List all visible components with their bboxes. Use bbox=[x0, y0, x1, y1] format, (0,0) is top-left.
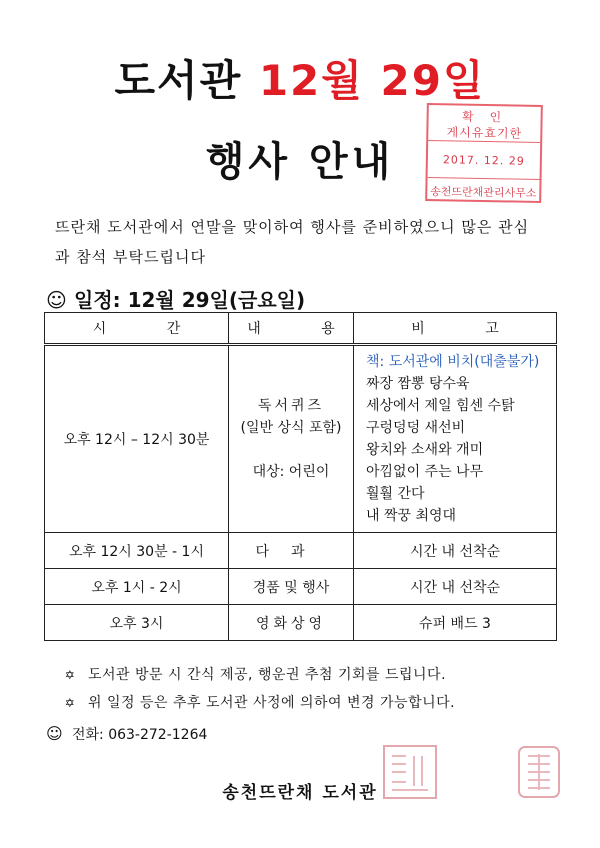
footer-library-name: 송천뜨란채 도서관 bbox=[222, 783, 378, 803]
schedule-date: 일정: 12월 29일(금요일) bbox=[74, 288, 306, 312]
table-header-row bbox=[45, 313, 557, 345]
schedule-heading bbox=[46, 284, 305, 313]
phone-number: 전화: 063-272-1264 bbox=[72, 727, 208, 743]
quiz-content bbox=[229, 345, 354, 533]
smiley-icon: ☺ bbox=[46, 288, 67, 312]
page-title bbox=[0, 48, 600, 108]
header-time: 시 간 bbox=[45, 313, 229, 345]
book-item: 내 짝꿍 최영대 bbox=[366, 508, 457, 524]
stamp-date: 2017. 12. 29 bbox=[442, 153, 525, 168]
book-list bbox=[354, 345, 557, 533]
table-row bbox=[45, 569, 557, 605]
intro-line-1: 뜨란채 도서관에서 연말을 맞이하여 행사를 준비하였으니 많은 관심 bbox=[55, 218, 530, 236]
row-content: 영화상영 bbox=[229, 605, 354, 641]
intro-line-2: 과 참석 부탁드립니다 bbox=[55, 248, 206, 266]
stamp-validity-label: 게시유효기한 bbox=[446, 125, 523, 141]
schedule-table bbox=[44, 312, 557, 641]
stamp-office: 송천뜨란채관리사무소 bbox=[430, 185, 537, 200]
book-item: 세상에서 제일 힘센 수탉 bbox=[366, 398, 515, 414]
book-item: 짜장 짬뽕 탕수육 bbox=[366, 376, 470, 392]
table-row bbox=[45, 605, 557, 641]
star-bullet-icon: ✡ bbox=[64, 696, 76, 710]
page-subtitle: 행사 안내 bbox=[205, 139, 395, 185]
title-date: 12월 29일 bbox=[258, 56, 486, 105]
row-content: 경품 및 행사 bbox=[229, 569, 354, 605]
book-list-heading: 책: 도서관에 비치(대출불가) bbox=[366, 354, 540, 370]
title-prefix: 도서관 bbox=[114, 56, 243, 105]
quiz-time: 오후 12시 – 12시 30분 bbox=[45, 345, 229, 533]
approval-stamp bbox=[425, 103, 543, 203]
table-row bbox=[45, 345, 557, 533]
book-item: 구렁덩덩 새선비 bbox=[366, 420, 466, 436]
book-item: 아낌없이 주는 나무 bbox=[366, 464, 484, 480]
quiz-subtitle: (일반 상식 포함) bbox=[240, 420, 342, 436]
note-text: 위 일정 등은 추후 도서관 사정에 의하여 변경 가능합니다. bbox=[88, 695, 456, 711]
stamp-divider bbox=[428, 177, 540, 180]
phone-line bbox=[46, 724, 207, 744]
row-time: 오후 1시 - 2시 bbox=[45, 569, 229, 605]
row-content: 다과 bbox=[229, 533, 354, 569]
header-content: 내 용 bbox=[229, 313, 354, 345]
book-item: 훨훨 간다 bbox=[366, 486, 425, 502]
row-time: 오후 12시 30분 - 1시 bbox=[45, 533, 229, 569]
row-note: 슈퍼 배드 3 bbox=[354, 605, 557, 641]
smiley-icon: ☺ bbox=[46, 724, 63, 743]
quiz-title: 독서퀴즈 bbox=[257, 398, 325, 414]
quiz-target: 대상: 어린이 bbox=[252, 464, 330, 480]
table-row bbox=[45, 533, 557, 569]
row-time: 오후 3시 bbox=[45, 605, 229, 641]
stamp-confirm: 확 인 bbox=[462, 109, 508, 125]
row-note: 시간 내 선착순 bbox=[354, 533, 557, 569]
star-bullet-icon: ✡ bbox=[64, 668, 76, 682]
note-item bbox=[62, 664, 446, 684]
row-note: 시간 내 선착순 bbox=[354, 569, 557, 605]
note-item bbox=[62, 692, 455, 712]
book-item: 왕치와 소새와 개미 bbox=[366, 442, 484, 458]
note-text: 도서관 방문 시 간식 제공, 행운권 추첨 기회를 드립니다. bbox=[88, 667, 447, 683]
header-note: 비 고 bbox=[354, 313, 557, 345]
